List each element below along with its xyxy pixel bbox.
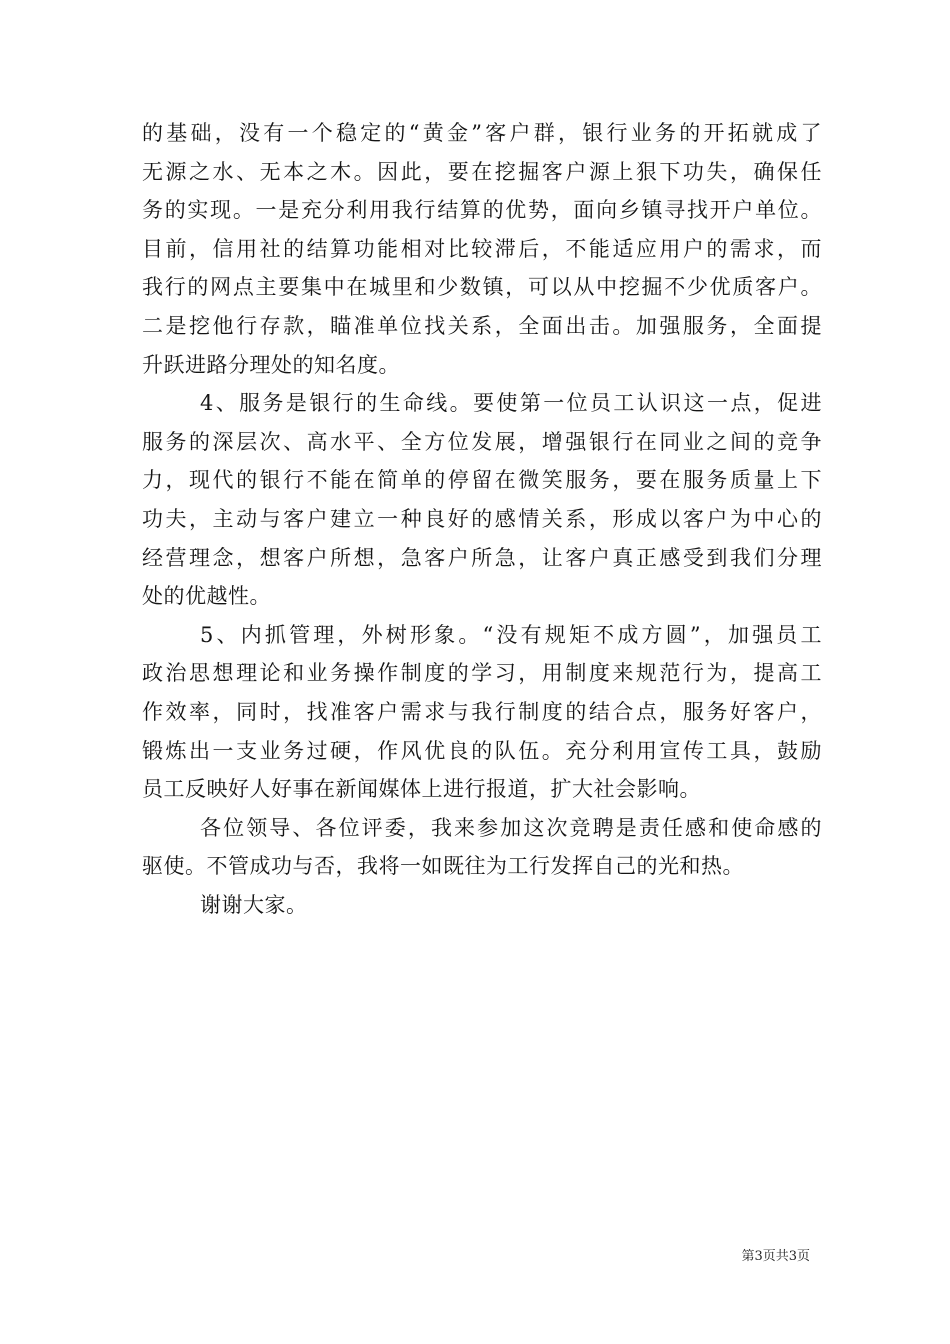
text-line: 政治思想理论和业务操作制度的学习，用制度来规范行为，提高工 <box>142 661 822 686</box>
text-line: 目前，信用社的结算功能相对比较滞后，不能适应用户的需求，而 <box>142 236 822 261</box>
text-line: 务的实现。一是充分利用我行结算的优势，面向乡镇寻找开户单位。 <box>142 198 822 223</box>
text-line: 无源之水、无本之木。因此，要在挖掘客户源上狠下功失，确保任 <box>142 159 822 184</box>
page-number-footer: 第3页共3页 <box>741 1249 810 1264</box>
text-line: 处的优越性。 <box>142 584 271 609</box>
text-line: 5、内抓管理，外树形象。“没有规矩不成方圆”，加强员工 <box>200 622 822 647</box>
text-line: 作效率，同时，找准客户需求与我行制度的结合点，服务好客户， <box>142 699 822 724</box>
text-line: 我行的网点主要集中在城里和少数镇，可以从中挖掘不少优质客户。 <box>142 275 822 300</box>
text-line: 力，现代的银行不能在简单的停留在微笑服务，要在服务质量上下 <box>142 468 822 493</box>
text-line: 员工反映好人好事在新闻媒体上进行报道，扩大社会影响。 <box>142 777 701 802</box>
text-line: 各位领导、各位评委，我来参加这次竞聘是责任感和使命感的 <box>200 815 822 840</box>
text-line: 升跃进路分理处的知名度。 <box>142 352 400 377</box>
text-line: 4、服务是银行的生命线。要使第一位员工认识这一点，促进 <box>200 391 822 416</box>
text-line: 谢谢大家。 <box>200 892 308 917</box>
text-line: 服务的深层次、高水平、全方位发展，增强银行在同业之间的竞争 <box>142 429 822 454</box>
text-line: 二是挖他行存款，瞄准单位找关系，全面出击。加强服务，全面提 <box>142 313 822 338</box>
text-line: 锻炼出一支业务过硬，作风优良的队伍。充分利用宣传工具，鼓励 <box>142 738 822 763</box>
text-line: 的基础，没有一个稳定的“黄金”客户群，银行业务的开拓就成了 <box>142 121 822 145</box>
document-body <box>142 114 822 924</box>
text-line: 功夫，主动与客户建立一种良好的感情关系，形成以客户为中心的 <box>142 506 822 531</box>
text-line: 经营理念，想客户所想，急客户所急，让客户真正感受到我们分理 <box>142 545 822 570</box>
text-line: 驱使。不管成功与否，我将一如既往为工行发挥自己的光和热。 <box>142 854 744 879</box>
